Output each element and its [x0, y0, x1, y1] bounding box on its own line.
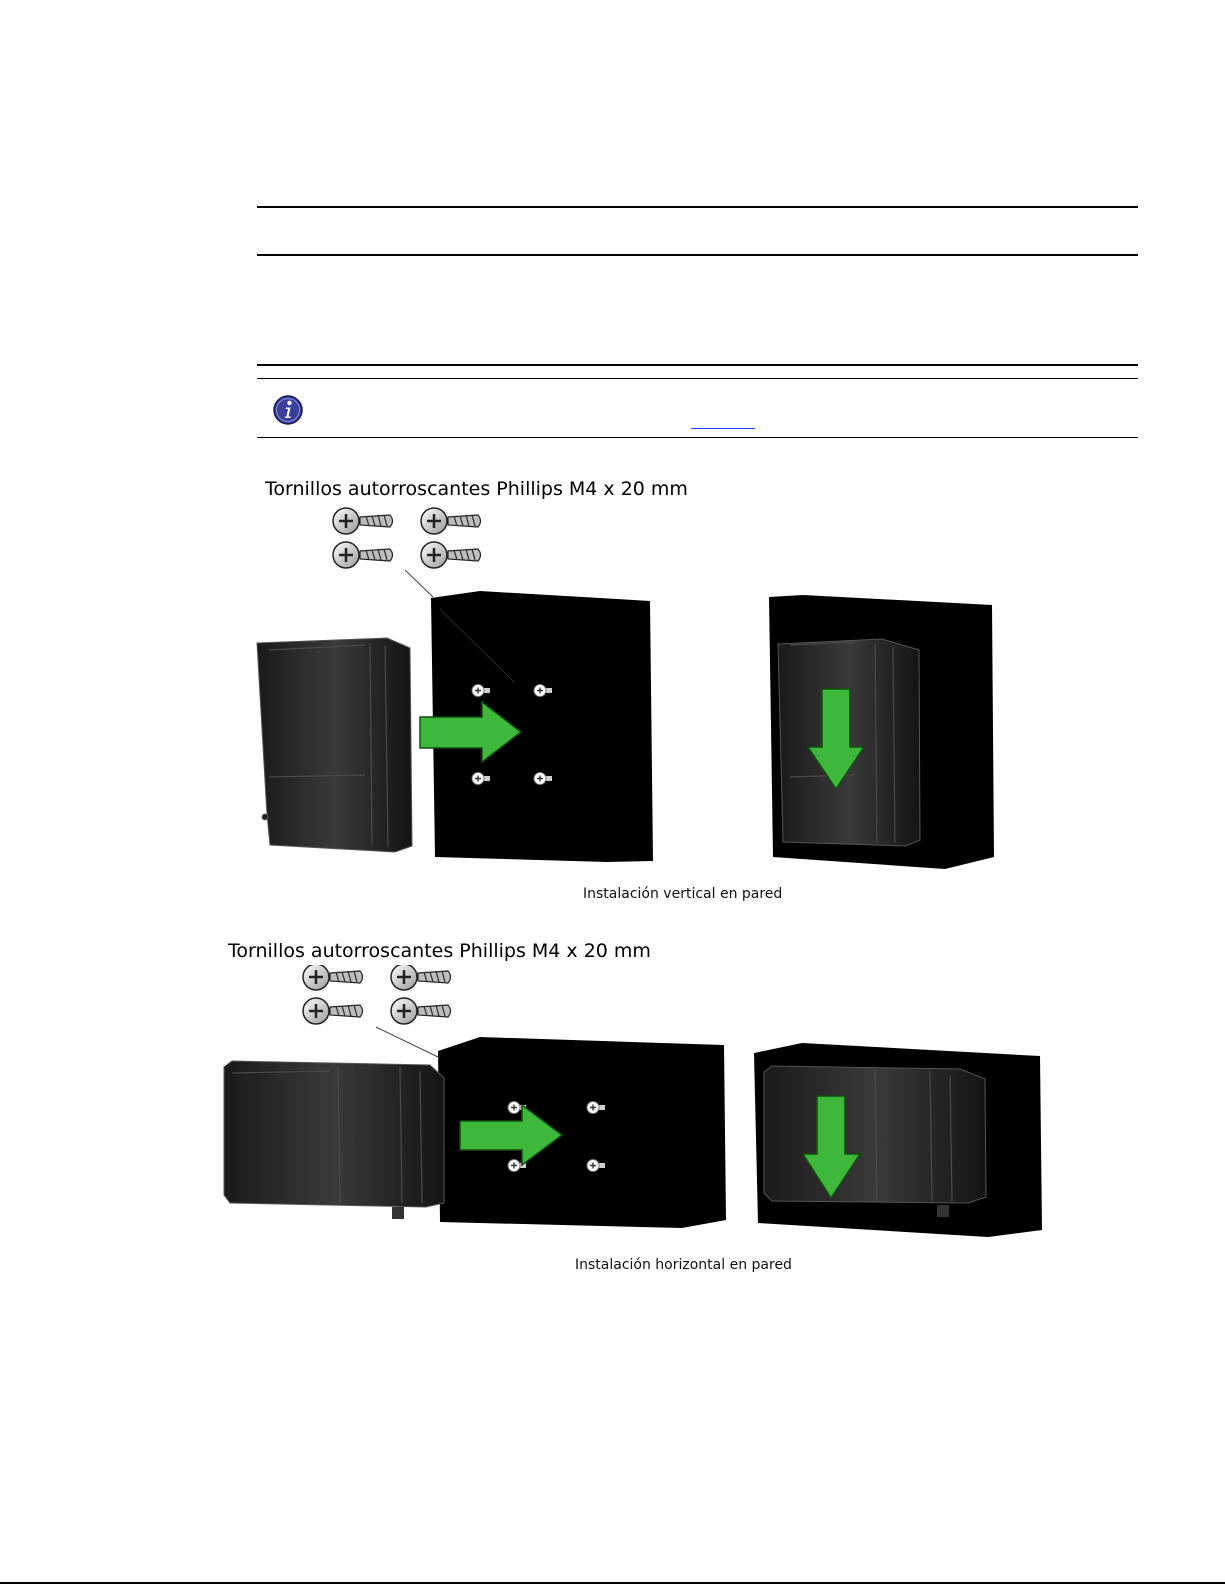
screw-leader-line — [405, 570, 433, 597]
rule-top-1 — [257, 206, 1138, 208]
note-rule-top-thin — [257, 378, 1138, 379]
note-rule-top — [257, 364, 1138, 366]
note-rule-bottom — [257, 437, 1138, 438]
figure-vertical-screws-label: Tornillos autorroscantes Phillips M4 x 20 mm — [265, 478, 688, 500]
screw-icon — [333, 508, 481, 568]
device-unmounted — [257, 638, 412, 852]
info-icon — [272, 394, 304, 431]
note-link[interactable] — [691, 411, 755, 429]
figure-vertical — [255, 505, 1015, 880]
screw-leader-line — [376, 1027, 438, 1057]
rule-top-2 — [257, 254, 1138, 256]
figure-horizontal — [220, 965, 1050, 1250]
figure-horizontal-screws-label: Tornillos autorroscantes Phillips M4 x 20 mm — [228, 940, 651, 962]
screw-icon — [303, 965, 451, 1024]
figure-horizontal-caption: Instalación horizontal en pared — [575, 1257, 792, 1273]
device-unmounted — [224, 1061, 444, 1207]
figure-vertical-caption: Instalación vertical en pared — [583, 886, 783, 902]
page-bottom-rule — [0, 1582, 1225, 1584]
